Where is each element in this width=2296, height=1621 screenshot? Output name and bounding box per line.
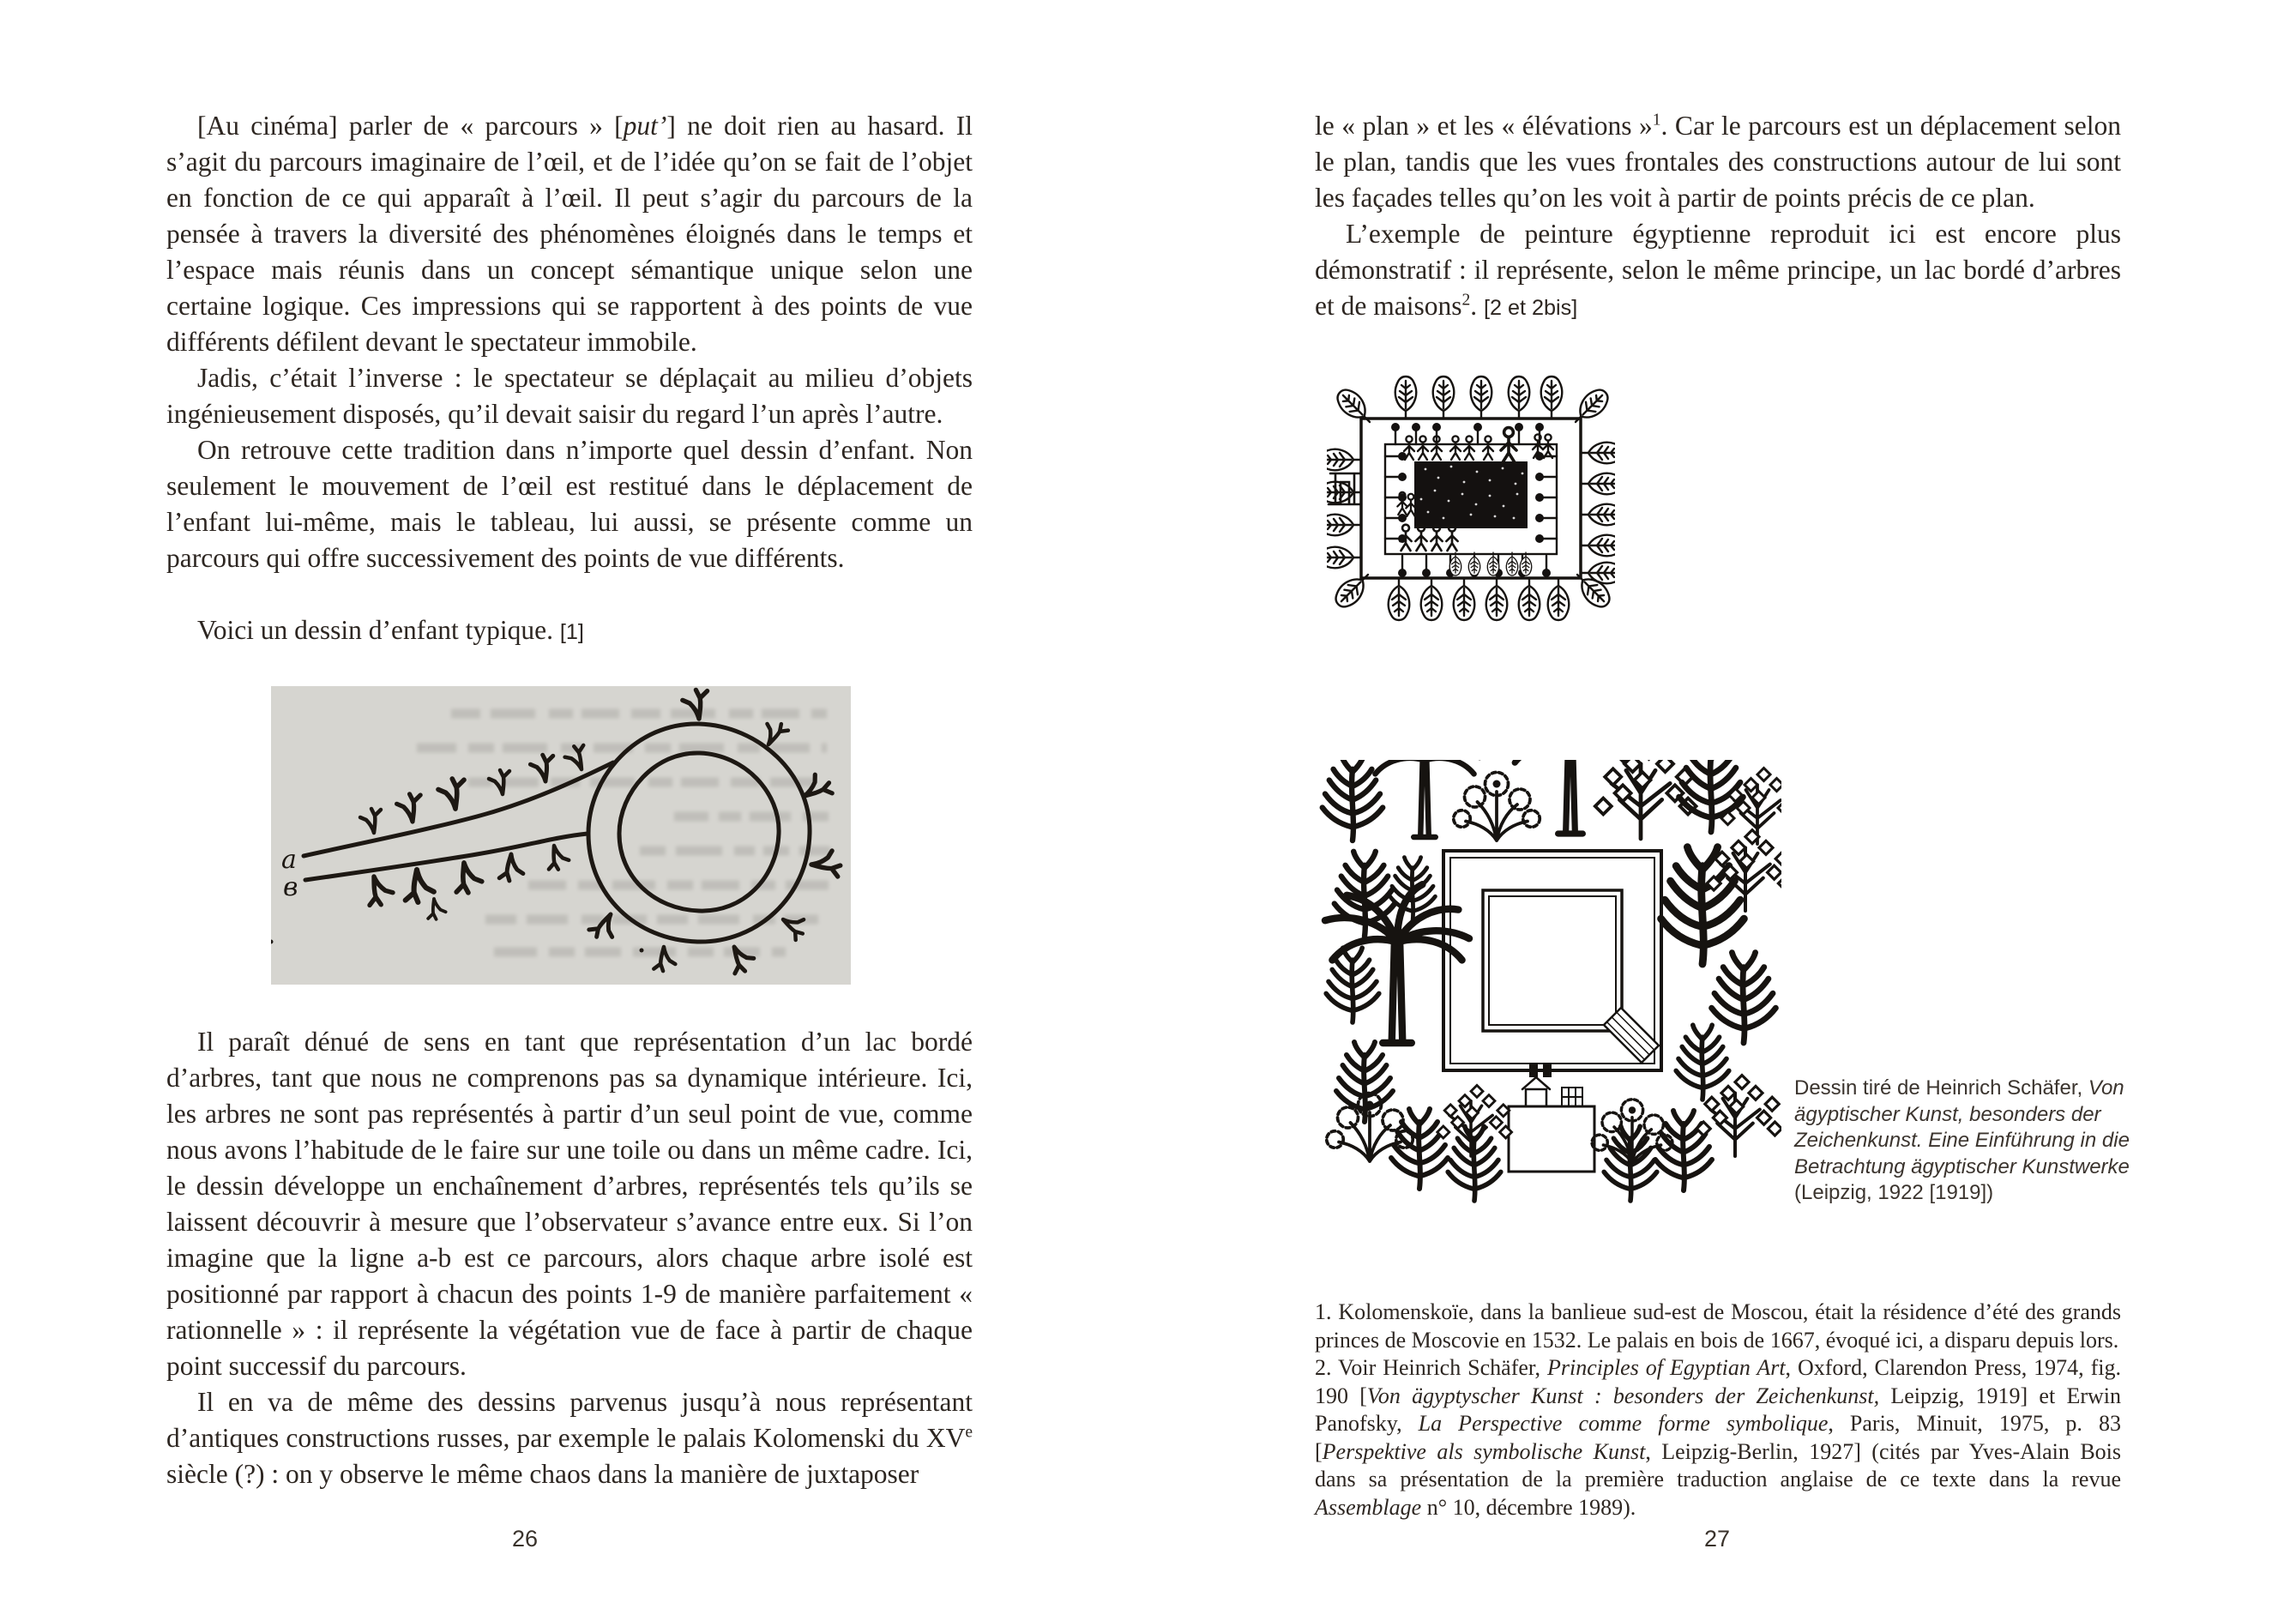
paragraph: On retrouve cette tradition dans n’importe quel dessin d’enfant. Non seulement le mouvement de l’œil est restitué dans le déplacement de l’enfant lui-même, mais le tableau, lui aussi, se présente comme un parcours qui offre successivement des points de vue différents. [166, 435, 973, 573]
right-page-text-column [1315, 108, 2121, 1209]
egyptian-pool-garden-figure [1315, 760, 1781, 1209]
garden-house [1509, 1064, 1594, 1172]
egyptian-lake-figure [1327, 371, 1615, 642]
egyptian-lake-image [1327, 371, 1615, 642]
footnote-2: 2. Voir Heinrich Schäfer, Principles of Egyptian Art, Oxford, Clarendon Press, 1974, fig. 190 [Von ägyptyscher Kunst : besonders der Zeichenkunst, Leipzig, 1919] et Erwin Panofsky, La Perspective comme forme symbolique, Paris, Minuit, 1975, p. 83 [Perspektive als symbolische Kunst, Leipzig-Berlin, 1927] (cités par Yves-Alain Bois dans sa présentation de la première traduction anglaise de ce texte dans la revue Assemblage n° 10, décembre 1989). [1315, 1355, 2122, 1520]
path-label-b: в [283, 872, 298, 902]
garden-trees [1323, 760, 1781, 1201]
paragraph: [Au cinéma] parler de « parcours » [put’] ne doit rien au hasard. Il s’agit du parcours imaginaire de l’œil, et de l’idée qu’on se fait de l’objet en fonction de ce qui apparaît à l’œil. Il peut s’agir du parcours de la pensée à travers la diversité des phénomènes éloignés dans le temps et l’espace mais réunis dans un concept sémantique unique selon une certaine logique. Ces impressions qui se rapportent à des points de vue différents défilent devant le spectateur immobile. [166, 111, 973, 357]
paragraph: Il en va de même des dessins parvenus jusqu’à nous représentant d’antiques constructions russes, par exemple le palais Kolomenski du XVe siècle (?) : on y observe le même chaos dans la manière de juxtaposer [166, 1387, 973, 1489]
footnotes-block [1315, 1299, 2121, 1522]
page-number-left: 26 [511, 1526, 539, 1552]
paragraph: L’exemple de peinture égyptienne reproduit ici est encore plus démonstratif : il représente, selon le même principe, un lac bordé d’arbres et de maisons$^2$. [2 et 2bis] [1315, 219, 2121, 321]
child-drawing-image [271, 686, 851, 985]
figure-lead-in: Voici un dessin d’enfant typique. [1] [197, 615, 584, 645]
paragraph: Jadis, c’était l’inverse : le spectateur se déplaçait au milieu d’objets ingénieusement disposés, qu’il devait saisir du regard l’un après l’autre. [166, 363, 973, 429]
dark-water-rectangle [1414, 461, 1528, 528]
left-page-text-column [166, 108, 973, 1492]
footnote-1: 1. Kolomenskoïe, dans la banlieue sud-est de Moscou, était la résidence d’été des grands princes de Moscovie en 1532. Le palais en bois de 1667, évoqué ici, a disparu depuis lors. [1315, 1299, 2121, 1353]
path-label-a: a [281, 845, 297, 875]
page-number-right: 27 [1703, 1526, 1731, 1552]
paragraph: Il paraît dénué de sens en tant que représentation d’un lac bordé d’arbres, tant que nous ne comprenons pas sa dynamique intérieure. Ici, les arbres ne sont pas représentés à partir d’un seul point de vue, comme nous avons l’habitude de le faire sur une toile ou dans un même cadre. Ici, le dessin développe un enchaînement d’arbres, représentés tels qu’ils se laissent découvrir à mesure que l’observateur s’avance entre eux. Si l’on imagine que la ligne a-b est ce parcours, alors chaque arbre isolé est positionné par rapport à chacun des points 1-9 de manière parfaitement « rationnelle » : il représente la végétation vue de face à partir de chaque point successif du parcours. [166, 1027, 973, 1381]
photocopy-background [271, 686, 851, 985]
paragraph: le « plan » et les « élévations »$^1$. Car le parcours est un déplacement selon le plan, tandis que les vues frontales des constructions autour de lui sont les façades telles qu’on les voit à partir de points précis de ce plan. [1315, 111, 2121, 213]
child-drawing-figure [271, 686, 851, 985]
figure-caption: Dessin tiré de Heinrich Schäfer, Von ägyptischer Kunst, besonders der Zeichenkunst. Eine Einführung in die Betrachtung ägyptischer Kunstwerke (Leipzig, 1922 [1919]) [1794, 1076, 2130, 1204]
pool-stairs-ramp [1604, 1008, 1659, 1063]
egyptian-pool-garden-image [1315, 760, 1781, 1209]
